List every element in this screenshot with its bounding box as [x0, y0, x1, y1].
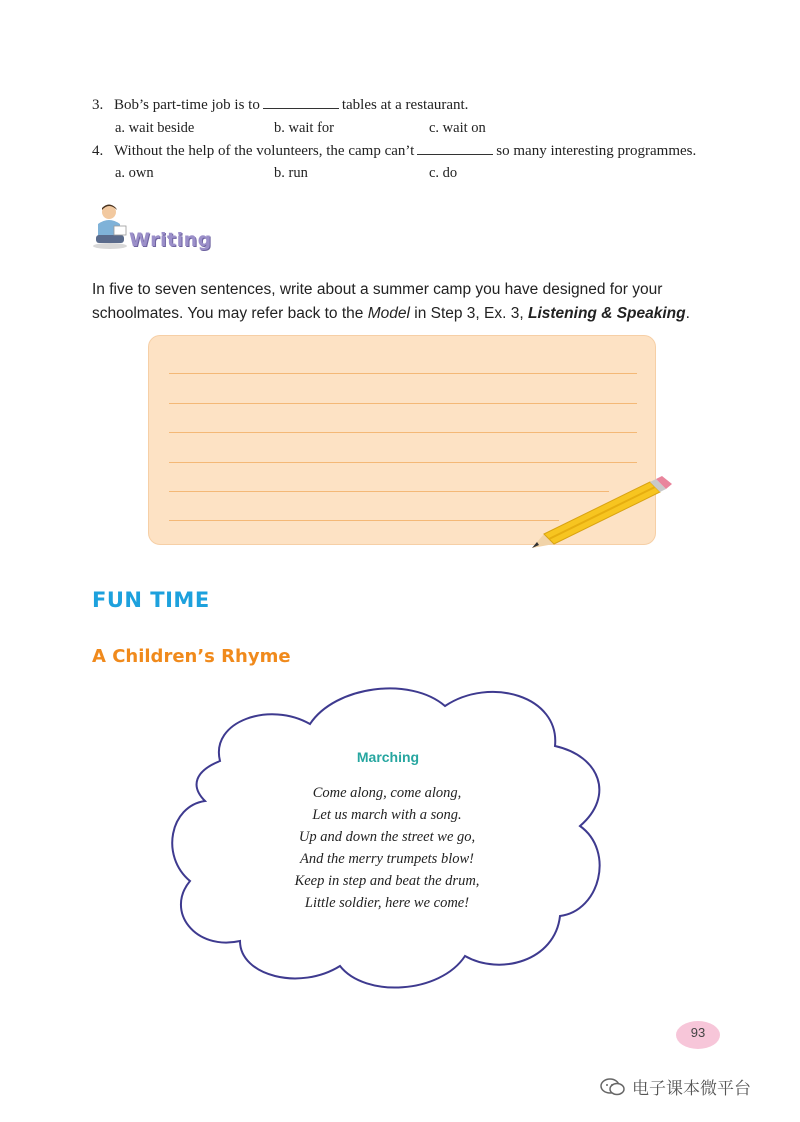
watermark — [600, 1074, 751, 1099]
writing-line — [169, 432, 637, 433]
page-number: 93 — [676, 1021, 720, 1049]
poem-line: Let us march with a song. — [312, 807, 462, 823]
option-b[interactable]: b. run — [274, 165, 308, 181]
question-number: 4. — [92, 143, 104, 159]
question-4 — [92, 142, 696, 160]
question-text-before: Without the help of the volunteers, the camp can’t — [114, 143, 415, 159]
writing-line — [169, 373, 637, 374]
option-c[interactable]: c. wait on — [429, 120, 486, 136]
prompt-section-name: Listening & Speaking — [528, 305, 686, 322]
writing-prompt — [92, 278, 732, 326]
prompt-text: . — [685, 305, 690, 322]
prompt-model: Model — [367, 305, 410, 322]
poem-line: Little soldier, here we come! — [304, 895, 470, 911]
pencil-icon — [528, 476, 674, 552]
writing-line — [169, 520, 559, 521]
question-3 — [92, 96, 468, 114]
option-b[interactable]: b. wait for — [274, 120, 334, 136]
question-text-before: Bob’s part-time job is to — [114, 97, 260, 113]
question-number: 3. — [92, 97, 104, 113]
poem-line: Come along, come along, — [312, 785, 462, 801]
question-text-after: tables at a restaurant. — [341, 97, 469, 113]
poem-line: Keep in step and beat the drum, — [294, 873, 480, 889]
poem-title: Marching — [356, 749, 420, 765]
writing-heading: Writing — [129, 229, 212, 251]
writing-line — [169, 403, 637, 404]
writing-prompt-line2 — [92, 302, 732, 326]
rhyme-heading: A Children’s Rhyme — [92, 646, 291, 667]
writing-prompt-line1: In five to seven sentences, write about a summer camp you have designed for your — [92, 281, 663, 298]
answer-blank[interactable] — [263, 96, 339, 109]
poem-body — [237, 782, 537, 914]
watermark-text: 电子课本微平台 — [632, 1079, 751, 1099]
option-a[interactable]: a. own — [115, 165, 154, 181]
wechat-icon — [600, 1077, 626, 1097]
writing-student-icon — [90, 202, 130, 250]
answer-blank[interactable] — [417, 142, 493, 155]
poem-line: And the merry trumpets blow! — [300, 851, 474, 867]
fun-time-heading: FUN TIME — [92, 588, 210, 612]
prompt-text: schoolmates. You may refer back to the — [92, 305, 364, 322]
option-c[interactable]: c. do — [429, 165, 458, 181]
writing-line — [169, 462, 637, 463]
option-a[interactable]: a. wait beside — [115, 120, 195, 136]
question-text-after: so many interesting programmes. — [496, 143, 697, 159]
poem-line: Up and down the street we go, — [298, 829, 476, 845]
prompt-text: in Step 3, Ex. 3, — [414, 305, 524, 322]
